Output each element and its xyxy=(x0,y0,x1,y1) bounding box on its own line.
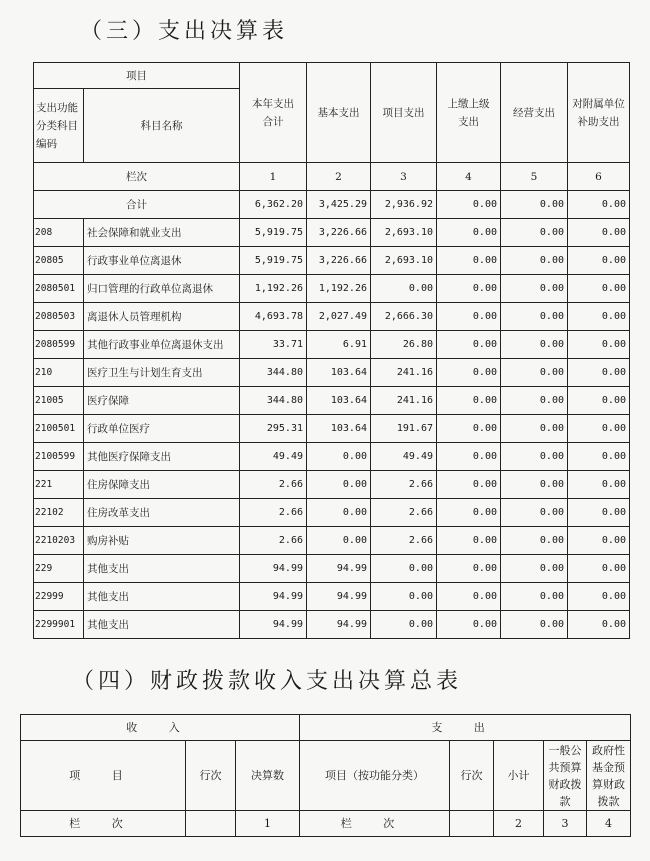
row-value: 0.00 xyxy=(437,247,501,275)
row-name: 归口管理的行政单位离退休 xyxy=(84,275,240,303)
row-code: 20805 xyxy=(34,247,84,275)
row-value: 0.00 xyxy=(437,527,501,555)
row-value: 103.64 xyxy=(307,415,371,443)
header-name: 科目名称 xyxy=(84,89,240,163)
row-value: 2.66 xyxy=(371,471,437,499)
row-name: 购房补贴 xyxy=(84,527,240,555)
row-value: 49.49 xyxy=(371,443,437,471)
summary-table xyxy=(20,714,631,837)
summary-item-by-function: 项目（按功能分类） xyxy=(300,741,450,811)
row-value: 0.00 xyxy=(501,219,568,247)
table-row xyxy=(34,527,630,555)
row-value: 0.00 xyxy=(501,555,568,583)
row-value: 103.64 xyxy=(307,387,371,415)
row-value: 0.00 xyxy=(568,247,630,275)
summary-empty-cell xyxy=(450,811,494,837)
summary-final-amount: 决算数 xyxy=(236,741,300,811)
row-value: 0.00 xyxy=(437,443,501,471)
row-value: 0.00 xyxy=(568,471,630,499)
row-value: 0.00 xyxy=(371,275,437,303)
row-code: 2100501 xyxy=(34,415,84,443)
row-code: 229 xyxy=(34,555,84,583)
table-row xyxy=(34,387,630,415)
row-value: 94.99 xyxy=(240,611,307,639)
row-value: 0.00 xyxy=(437,471,501,499)
row-value: 0.00 xyxy=(501,275,568,303)
row-code: 221 xyxy=(34,471,84,499)
row-value: 2,027.49 xyxy=(307,303,371,331)
row-value: 0.00 xyxy=(501,499,568,527)
row-value: 2,693.10 xyxy=(371,219,437,247)
row-value: 0.00 xyxy=(371,583,437,611)
row-value: 0.00 xyxy=(501,303,568,331)
row-code: 21005 xyxy=(34,387,84,415)
row-name: 社会保障和就业支出 xyxy=(84,219,240,247)
row-value: 0.00 xyxy=(501,387,568,415)
row-value: 344.80 xyxy=(240,359,307,387)
row-name: 住房保障支出 xyxy=(84,471,240,499)
row-value: 0.00 xyxy=(568,555,630,583)
expense-header: 支 出 xyxy=(300,715,631,741)
row-value: 5,919.75 xyxy=(240,247,307,275)
row-value: 0.00 xyxy=(437,387,501,415)
row-value: 0.00 xyxy=(437,303,501,331)
table-row xyxy=(34,471,630,499)
row-value: 0.00 xyxy=(501,527,568,555)
table-row xyxy=(34,583,630,611)
row-value: 0.00 xyxy=(501,331,568,359)
row-name: 其他支出 xyxy=(84,583,240,611)
income-header: 收 入 xyxy=(21,715,300,741)
row-name: 其他支出 xyxy=(84,555,240,583)
row-value: 4,693.78 xyxy=(240,303,307,331)
row-value: 49.49 xyxy=(240,443,307,471)
row-code: 22102 xyxy=(34,499,84,527)
row-label: 栏次 xyxy=(34,163,240,191)
row-value: 0.00 xyxy=(568,219,630,247)
header-col-subsidy: 对附属单位补助支出 xyxy=(568,63,630,163)
row-value: 241.16 xyxy=(371,359,437,387)
table-row xyxy=(34,611,630,639)
summary-line-no: 行次 xyxy=(186,741,236,811)
header-code: 支出功能分类科目编码 xyxy=(34,89,84,163)
row-value: 2.66 xyxy=(240,471,307,499)
row-name: 离退休人员管理机构 xyxy=(84,303,240,331)
col-number: 1 xyxy=(240,163,307,191)
total-value: 0.00 xyxy=(437,191,501,219)
row-value: 2,666.30 xyxy=(371,303,437,331)
summary-col-number: 3 xyxy=(544,811,587,837)
row-value: 2.66 xyxy=(240,499,307,527)
row-value: 94.99 xyxy=(240,555,307,583)
row-value: 0.00 xyxy=(437,415,501,443)
row-value: 0.00 xyxy=(307,499,371,527)
table-row xyxy=(34,359,630,387)
col-number: 4 xyxy=(437,163,501,191)
row-value: 26.80 xyxy=(371,331,437,359)
row-name: 其他行政事业单位离退休支出 xyxy=(84,331,240,359)
row-value: 0.00 xyxy=(307,443,371,471)
row-name: 行政单位医疗 xyxy=(84,415,240,443)
header-col-basic: 基本支出 xyxy=(307,63,371,163)
row-value: 94.99 xyxy=(307,611,371,639)
table-row xyxy=(34,275,630,303)
row-value: 94.99 xyxy=(240,583,307,611)
row-value: 0.00 xyxy=(437,331,501,359)
total-label: 合计 xyxy=(34,191,240,219)
row-code: 210 xyxy=(34,359,84,387)
row-value: 0.00 xyxy=(568,611,630,639)
row-value: 0.00 xyxy=(437,219,501,247)
total-value: 2,936.92 xyxy=(371,191,437,219)
row-value: 0.00 xyxy=(437,359,501,387)
row-value: 0.00 xyxy=(568,415,630,443)
row-code: 2210203 xyxy=(34,527,84,555)
header-item: 项目 xyxy=(34,63,240,89)
row-value: 0.00 xyxy=(437,555,501,583)
row-code: 2080501 xyxy=(34,275,84,303)
summary-col-number: 4 xyxy=(587,811,631,837)
summary-col-number: 1 xyxy=(236,811,300,837)
expenditure-table-title: （三）支出决算表 xyxy=(80,19,289,44)
row-value: 0.00 xyxy=(501,443,568,471)
row-value: 0.00 xyxy=(568,387,630,415)
table-row xyxy=(34,219,630,247)
summary-item: 项 目 xyxy=(21,741,186,811)
row-value: 103.64 xyxy=(307,359,371,387)
col-number: 6 xyxy=(568,163,630,191)
summary-gov-fund: 政府性基金预算财政拨款 xyxy=(587,741,631,811)
row-name: 其他医疗保障支出 xyxy=(84,443,240,471)
row-code: 2080503 xyxy=(34,303,84,331)
row-value: 0.00 xyxy=(568,275,630,303)
header-col-remit-upper: 上缴上级支出 xyxy=(437,63,501,163)
table-row xyxy=(34,247,630,275)
row-value: 0.00 xyxy=(568,527,630,555)
row-value: 344.80 xyxy=(240,387,307,415)
row-name: 医疗卫生与计划生育支出 xyxy=(84,359,240,387)
row-value: 3,226.66 xyxy=(307,247,371,275)
row-name: 其他支出 xyxy=(84,611,240,639)
row-value: 0.00 xyxy=(568,499,630,527)
row-code: 2100599 xyxy=(34,443,84,471)
row-value: 0.00 xyxy=(307,471,371,499)
row-value: 2.66 xyxy=(240,527,307,555)
row-name: 住房改革支出 xyxy=(84,499,240,527)
table-row xyxy=(34,415,630,443)
table-row xyxy=(34,555,630,583)
total-value: 0.00 xyxy=(501,191,568,219)
row-value: 94.99 xyxy=(307,555,371,583)
table-row xyxy=(34,499,630,527)
summary-row-label: 栏 次 xyxy=(21,811,186,837)
row-value: 241.16 xyxy=(371,387,437,415)
row-value: 191.67 xyxy=(371,415,437,443)
row-value: 3,226.66 xyxy=(307,219,371,247)
row-value: 94.99 xyxy=(307,583,371,611)
total-value: 0.00 xyxy=(568,191,630,219)
header-col-operating: 经营支出 xyxy=(501,63,568,163)
table-row xyxy=(34,303,630,331)
row-code: 22999 xyxy=(34,583,84,611)
table-row xyxy=(34,331,630,359)
row-value: 0.00 xyxy=(568,359,630,387)
row-name: 行政事业单位离退休 xyxy=(84,247,240,275)
row-value: 0.00 xyxy=(501,247,568,275)
row-value: 5,919.75 xyxy=(240,219,307,247)
total-value: 3,425.29 xyxy=(307,191,371,219)
col-number: 5 xyxy=(501,163,568,191)
row-value: 33.71 xyxy=(240,331,307,359)
col-number: 3 xyxy=(371,163,437,191)
summary-col-number: 2 xyxy=(494,811,544,837)
row-code: 2299901 xyxy=(34,611,84,639)
row-value: 0.00 xyxy=(501,359,568,387)
row-value: 0.00 xyxy=(501,611,568,639)
row-value: 0.00 xyxy=(568,331,630,359)
row-value: 2,693.10 xyxy=(371,247,437,275)
table-row xyxy=(34,443,630,471)
row-value: 1,192.26 xyxy=(307,275,371,303)
expenditure-table xyxy=(33,62,630,639)
row-code: 208 xyxy=(34,219,84,247)
summary-line-no2: 行次 xyxy=(450,741,494,811)
header-col-total: 本年支出合计 xyxy=(240,63,307,163)
row-value: 295.31 xyxy=(240,415,307,443)
row-value: 0.00 xyxy=(568,583,630,611)
row-value: 0.00 xyxy=(371,611,437,639)
row-value: 0.00 xyxy=(568,303,630,331)
row-value: 0.00 xyxy=(307,527,371,555)
summary-row-label2: 栏 次 xyxy=(300,811,450,837)
total-value: 6,362.20 xyxy=(240,191,307,219)
summary-table-title: （四）财政拨款收入支出决算总表 xyxy=(72,669,463,694)
row-value: 0.00 xyxy=(501,415,568,443)
summary-empty-cell xyxy=(186,811,236,837)
row-value: 0.00 xyxy=(501,583,568,611)
row-value: 0.00 xyxy=(568,443,630,471)
row-value: 0.00 xyxy=(501,471,568,499)
row-value: 0.00 xyxy=(437,583,501,611)
row-value: 0.00 xyxy=(437,499,501,527)
row-value: 2.66 xyxy=(371,527,437,555)
row-value: 2.66 xyxy=(371,499,437,527)
row-value: 0.00 xyxy=(437,611,501,639)
row-value: 6.91 xyxy=(307,331,371,359)
col-number: 2 xyxy=(307,163,371,191)
total-row xyxy=(34,191,630,219)
row-value: 0.00 xyxy=(371,555,437,583)
summary-subtotal: 小计 xyxy=(494,741,544,811)
row-value: 1,192.26 xyxy=(240,275,307,303)
row-name: 医疗保障 xyxy=(84,387,240,415)
summary-general-budget: 一般公共预算财政拨款 xyxy=(544,741,587,811)
header-col-project: 项目支出 xyxy=(371,63,437,163)
row-value: 0.00 xyxy=(437,275,501,303)
row-code: 2080599 xyxy=(34,331,84,359)
